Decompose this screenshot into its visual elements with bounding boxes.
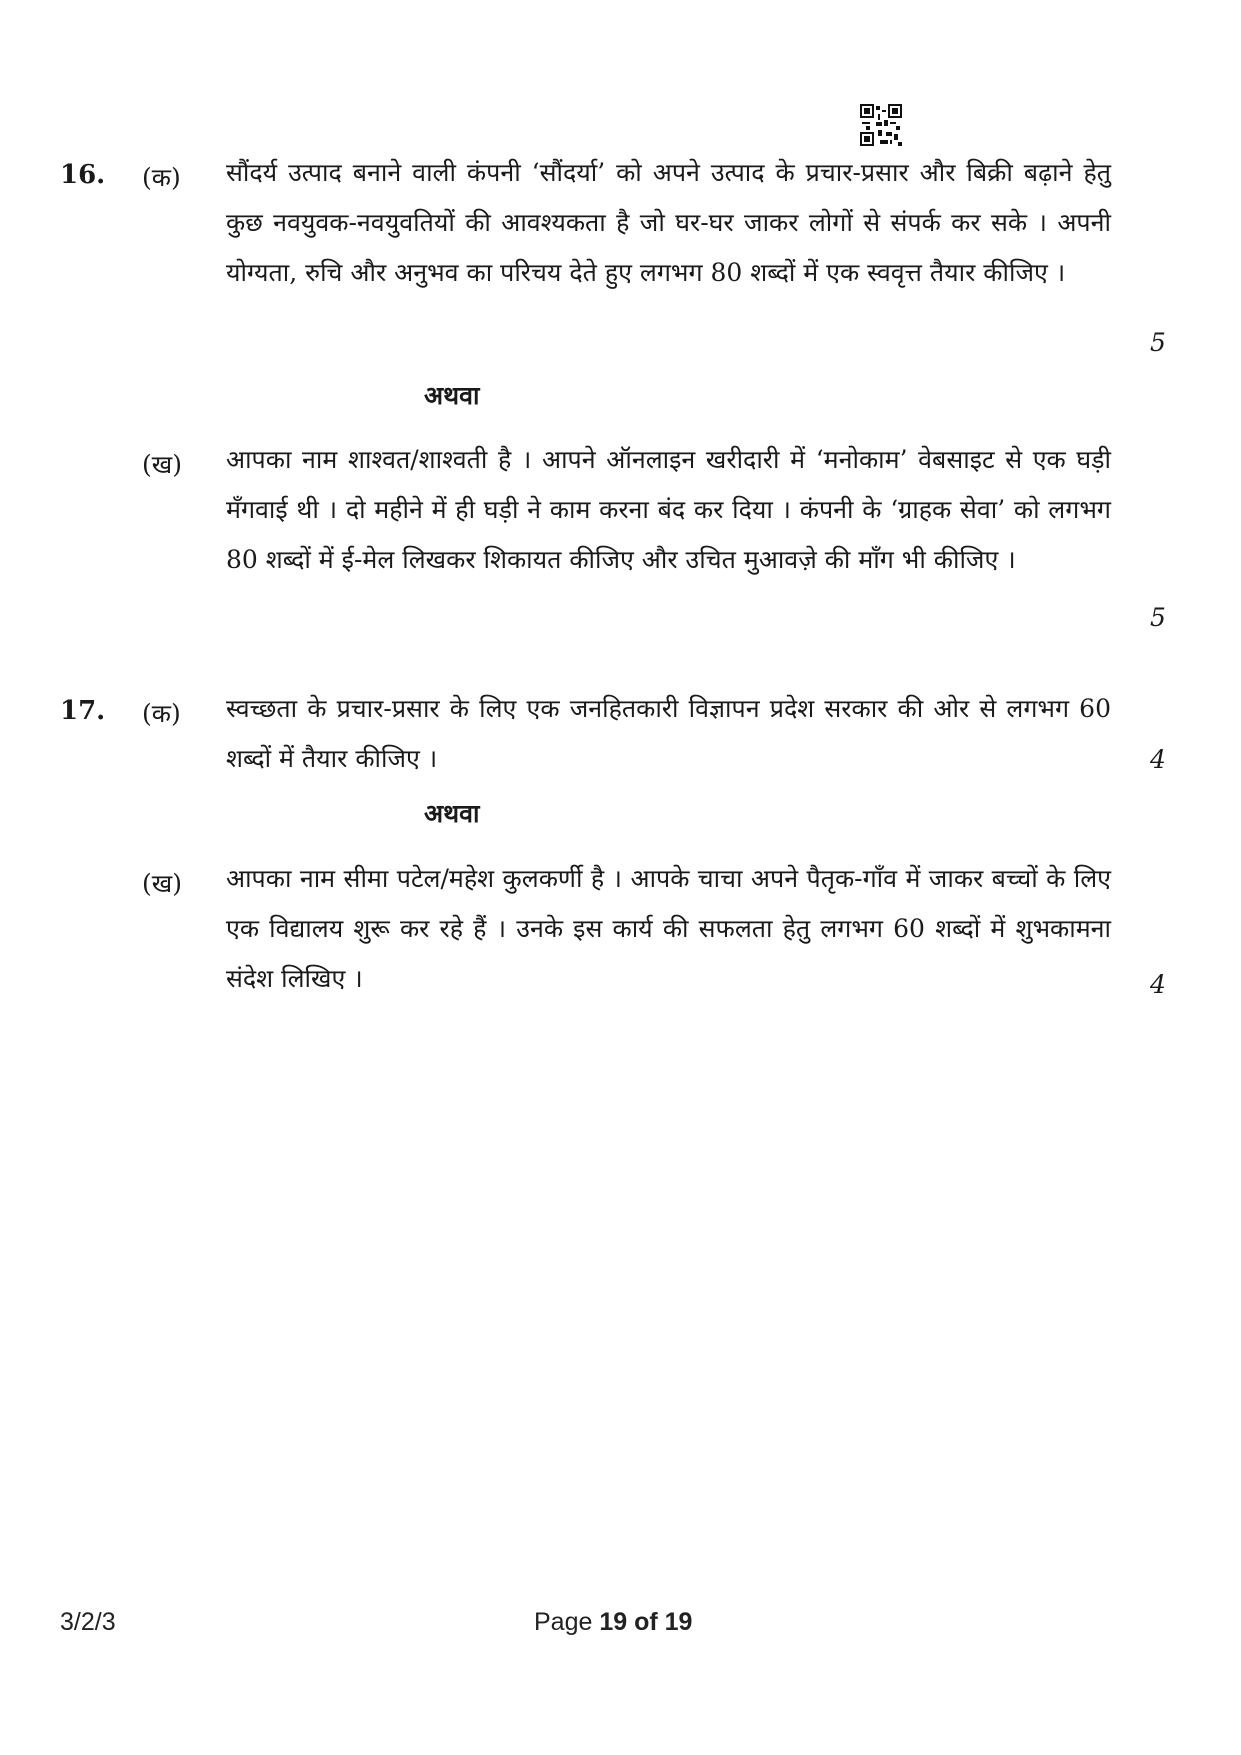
- part-label: (क): [142, 163, 181, 192]
- question-text: आपका नाम शाश्वत/शाश्वती है । आपने ऑनलाइन खरीदारी में ‘मनोकाम’ वेबसाइट से एक घड़ी मँगवाई थी । दो महीने में ही घड़ी ने काम करना बंद कर दिया । कंपनी के ‘ग्राहक सेवा’ को लगभग 80 शब्दों में ई-मेल लिखकर शिकायत कीजिए और उचित मुआवज़े की माँग भी कीजिए ।: [226, 445, 1111, 574]
- question-text: सौंदर्य उत्पाद बनाने वाली कंपनी ‘सौंदर्या’ को अपने उत्पाद के प्रचार-प्रसार और बिक्री बढ़ाने हेतु कुछ नवयुवक-नवयुवतियों की आवश्यकता है जो घर-घर जाकर लोगों से संपर्क कर सके । अपनी योग्यता, रुचि और अनुभव का परिचय देते हुए लगभग 80 शब्दों में एक स्ववृत्त तैयार कीजिए ।: [226, 158, 1111, 287]
- page-of: of: [627, 1608, 665, 1636]
- qr-code: [860, 104, 902, 146]
- part-label: (ख): [142, 869, 182, 898]
- marks: 4: [1150, 745, 1166, 774]
- marks: 5: [1150, 603, 1166, 632]
- page-current: 19: [599, 1608, 628, 1636]
- question-text: स्वच्छता के प्रचार-प्रसार के लिए एक जनहितकारी विज्ञापन प्रदेश सरकार की ओर से लगभग 60 शब्दों में तैयार कीजिए ।: [226, 694, 1111, 773]
- or-label: अथवा: [424, 799, 480, 828]
- paper-code: 3/2/3: [60, 1608, 116, 1636]
- part-label: (क): [142, 699, 181, 728]
- marks: 4: [1150, 970, 1166, 999]
- question-number: 17.: [60, 696, 106, 726]
- or-label: अथवा: [424, 381, 480, 410]
- marks: 5: [1150, 328, 1166, 357]
- page-total: 19: [664, 1608, 693, 1636]
- page-prefix: Page: [534, 1608, 600, 1636]
- part-label: (ख): [142, 450, 182, 479]
- page-number: [534, 1608, 692, 1637]
- question-number: 16.: [60, 160, 106, 190]
- question-text: आपका नाम सीमा पटेल/महेश कुलकर्णी है । आपके चाचा अपने पैतृक-गाँव में जाकर बच्चों के लिए एक विद्यालय शुरू कर रहे हैं । उनके इस कार्य की सफलता हेतु लगभग 60 शब्दों में शुभकामना संदेश लिखिए ।: [226, 864, 1111, 993]
